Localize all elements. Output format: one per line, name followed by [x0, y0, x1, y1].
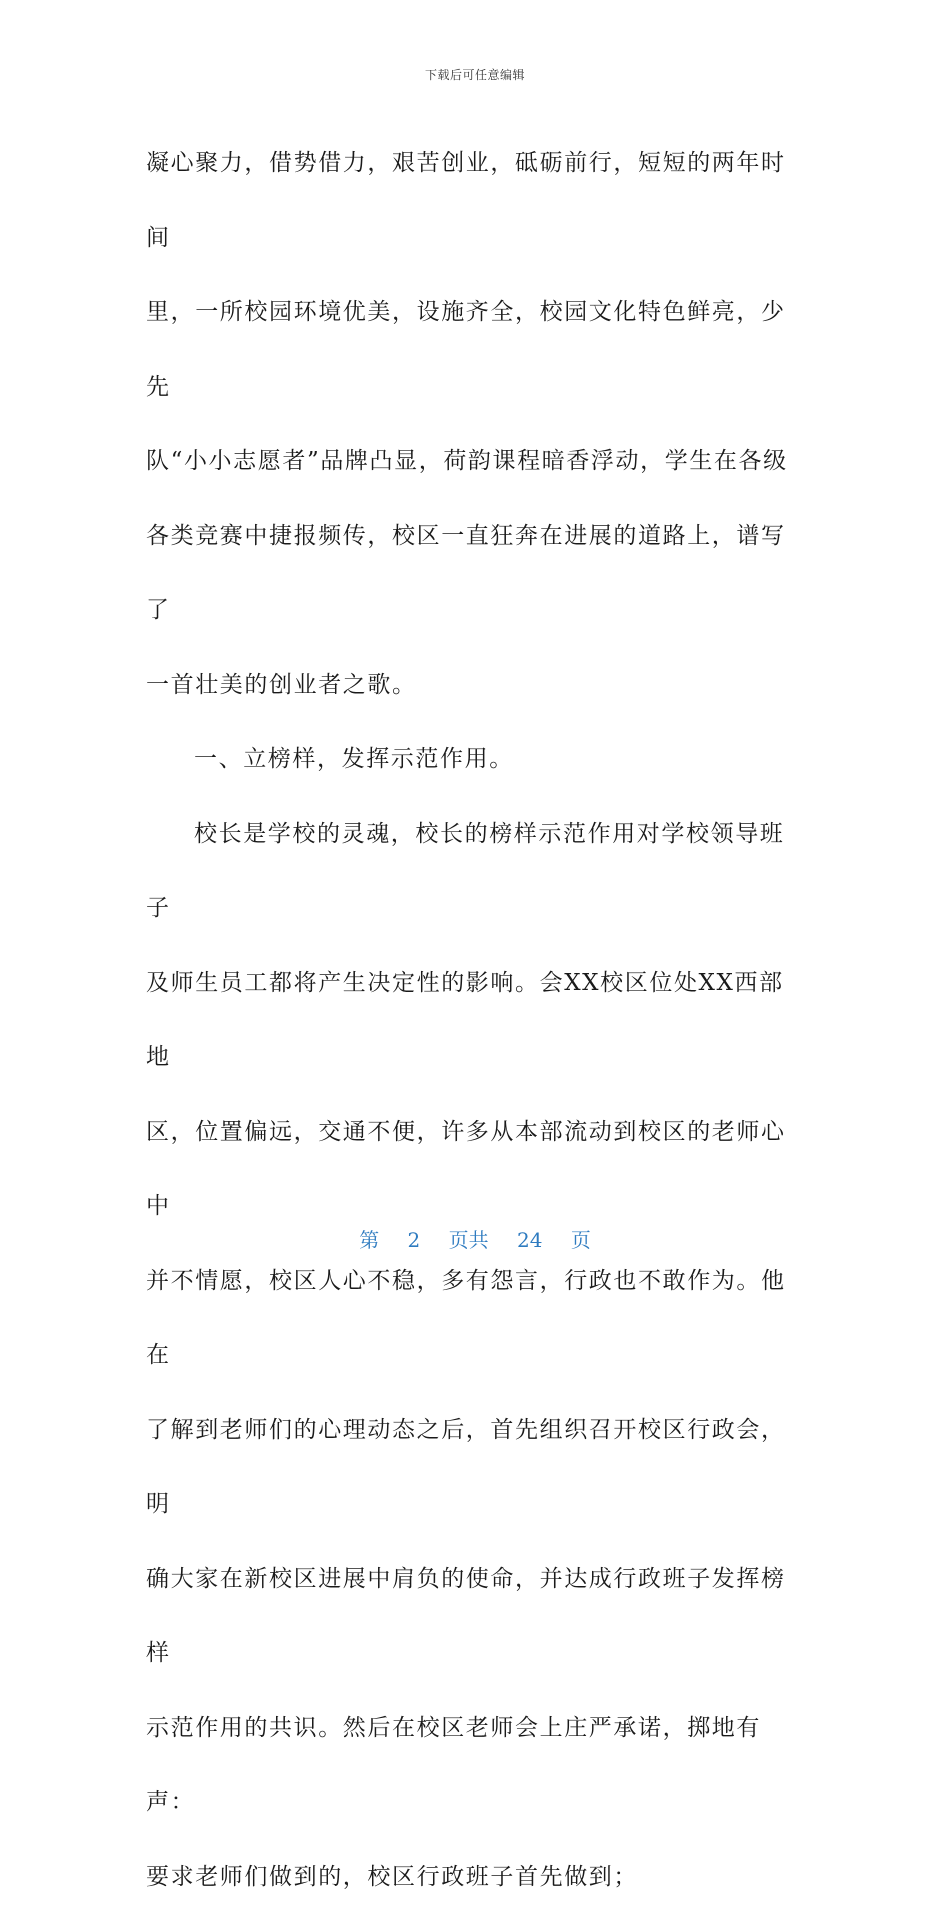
- footer-suffix: 页: [571, 1224, 591, 1253]
- paragraph-principal: [146, 797, 796, 1914]
- total-page-count: 24: [517, 1228, 542, 1252]
- page-header-note: 下载后可任意编辑: [0, 66, 950, 83]
- text-line: 示范作用的共识。然后在校区老师会上庄严承诺，掷地有声：: [146, 1715, 761, 1816]
- current-page-number: 2: [408, 1228, 421, 1252]
- footer-prefix: 第: [359, 1224, 379, 1253]
- text-line: 及师生员工都将产生决定性的影响。会XX校区位处XX西部地: [146, 970, 784, 1071]
- text-line: 队“小小志愿者”品牌凸显，荷韵课程暗香浮动，学生在各级: [146, 448, 788, 474]
- text-line: 要求老师们做到的，校区行政班子首先做到；: [146, 1864, 638, 1890]
- text-line: 校长是学校的灵魂，校长的榜样示范作用对学校领导班子: [146, 821, 784, 922]
- text-line: 了解到老师们的心理动态之后，首先组织召开校区行政会，明: [146, 1417, 786, 1518]
- text-line: 里，一所校园环境优美，设施齐全，校园文化特色鲜亮，少先: [146, 299, 786, 400]
- footer-middle: 页共: [449, 1224, 489, 1253]
- document-body: [146, 126, 796, 1914]
- page-number-footer: [0, 1224, 950, 1253]
- text-line: 一、立榜样，发挥示范作用。: [194, 746, 514, 772]
- paragraph-intro: [146, 126, 796, 722]
- text-line: 确大家在新校区进展中肩负的使命，并达成行政班子发挥榜样: [146, 1566, 786, 1667]
- text-line: 各类竞赛中捷报频传，校区一直狂奔在进展的道路上，谱写了: [146, 523, 786, 624]
- text-line: 区，位置偏远，交通不便，许多从本部流动到校区的老师心中: [146, 1119, 786, 1220]
- text-line: 并不情愿，校区人心不稳，多有怨言，行政也不敢作为。他在: [146, 1268, 786, 1369]
- text-line: 一首壮美的创业者之歌。: [146, 672, 417, 698]
- text-line: 凝心聚力，借势借力，艰苦创业，砥砺前行，短短的两年时间: [146, 150, 786, 251]
- section-heading: [146, 722, 796, 797]
